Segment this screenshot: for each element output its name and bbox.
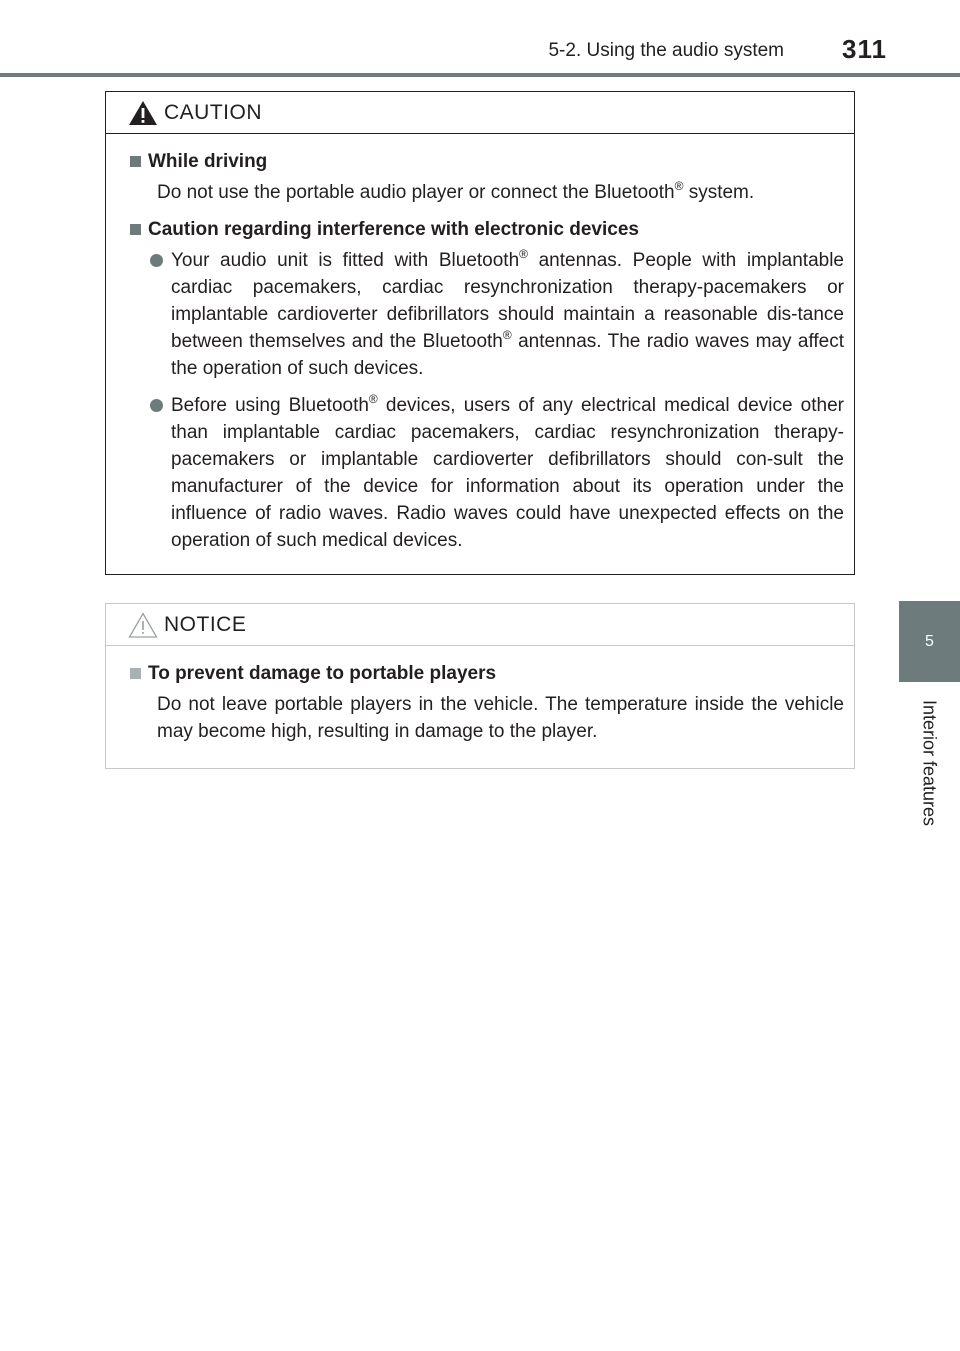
registered-mark: ® bbox=[674, 178, 684, 193]
section-title: 5-2. Using the audio system bbox=[548, 40, 784, 61]
chapter-label: Interior features bbox=[919, 699, 940, 827]
section-heading bbox=[130, 216, 844, 243]
notice-body bbox=[106, 646, 854, 745]
chapter-number: 5 bbox=[925, 632, 934, 650]
warning-icon bbox=[128, 100, 158, 126]
registered-mark: ® bbox=[519, 246, 528, 261]
notice-title: NOTICE bbox=[164, 613, 247, 636]
section-heading bbox=[130, 660, 844, 687]
paragraph: Do not leave portable players in the vehicle. The temperature inside the vehicle may become high, resulting in damage to the player. bbox=[157, 694, 844, 742]
heading-text: While driving bbox=[148, 151, 268, 172]
caution-box bbox=[105, 91, 855, 575]
square-bullet-icon bbox=[130, 224, 141, 235]
text-run: Before using Bluetooth bbox=[171, 395, 369, 416]
caution-body bbox=[106, 134, 854, 554]
circle-bullet-icon bbox=[150, 254, 163, 267]
list-item-text bbox=[171, 392, 844, 554]
caution-title: CAUTION bbox=[164, 101, 262, 124]
chapter-tab bbox=[899, 601, 960, 682]
paragraph-text: Do not use the portable audio player or connect the Bluetooth bbox=[157, 182, 675, 203]
page-header bbox=[0, 0, 960, 78]
paragraph bbox=[157, 179, 844, 206]
list-item bbox=[150, 247, 844, 382]
notice-header bbox=[106, 604, 854, 646]
caution-header bbox=[106, 92, 854, 134]
text-run: antennas. People with implantable cardiac pacemakers, cardiac resynchronization therapy-pacemakers or implantable cardioverter defibrillators should maintain a reasonable dis-tance between themselves and the Bluetooth bbox=[171, 250, 844, 352]
notice-box bbox=[105, 603, 855, 769]
square-bullet-icon bbox=[130, 156, 141, 167]
text-run: Your audio unit is fitted with Bluetooth bbox=[171, 250, 520, 271]
notice-warning-icon bbox=[128, 612, 158, 638]
heading-text: To prevent damage to portable players bbox=[148, 663, 497, 684]
heading-text: Caution regarding interference with electronic devices bbox=[148, 219, 639, 240]
text-run: devices, users of any electrical medical device other than implantable cardiac pacemakers, cardiac resynchronization therapy-pacemakers or implantable cardioverter defibrillators should con-sult the manufacturer of the device for information about its operation under the influence of radio waves. Radio waves could have unexpected effects on the operation of such medical devices. bbox=[171, 395, 844, 551]
circle-bullet-icon bbox=[150, 399, 163, 412]
list-item-text bbox=[171, 247, 844, 382]
registered-mark: ® bbox=[502, 327, 512, 342]
square-bullet-icon bbox=[130, 668, 141, 679]
paragraph-text: system. bbox=[683, 182, 755, 203]
list-item bbox=[150, 392, 844, 554]
header-rule bbox=[0, 73, 960, 77]
section-heading bbox=[130, 148, 844, 175]
page-number: 311 bbox=[842, 34, 887, 64]
registered-mark: ® bbox=[368, 391, 378, 406]
text-run: antennas. The radio waves may affect the operation of such devices. bbox=[171, 331, 845, 379]
